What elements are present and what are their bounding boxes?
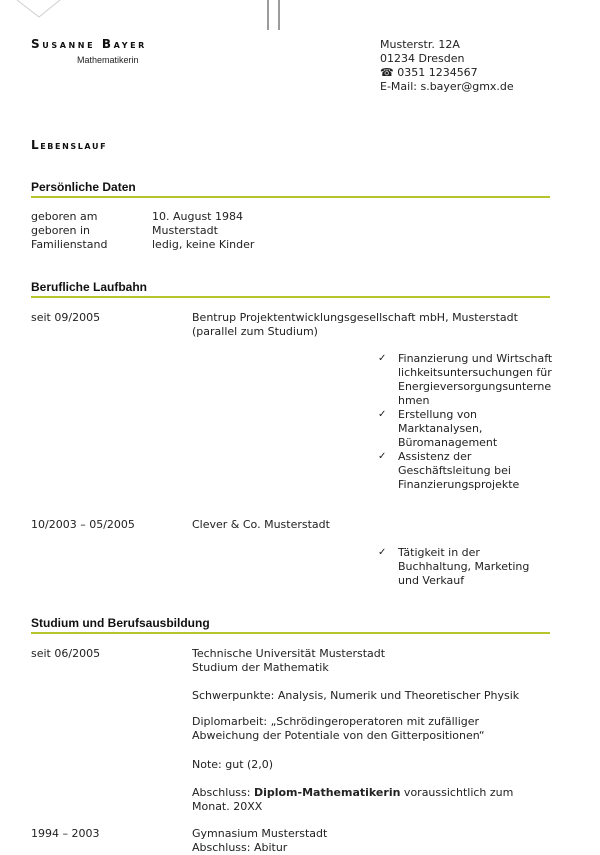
degree-suffix: voraussichtlich zum Monat. 20XX [192, 786, 514, 813]
career-employer: Clever & Co. Musterstadt [192, 518, 330, 531]
list-item [378, 546, 553, 588]
personal-label-birthplace: geboren in [31, 224, 91, 237]
career-employer: Bentrup Projektentwicklungsgesellschaft mbH, Musterstadt [192, 311, 518, 324]
education-program: Studium der Mathematik [192, 661, 329, 674]
personal-value-status: ledig, keine Kinder [152, 238, 255, 251]
career-task-list [378, 352, 553, 492]
check-icon: ✓ [378, 353, 387, 364]
address-street: Musterstr. 12A [380, 38, 460, 51]
applicant-profession: Mathematikerin [77, 55, 139, 65]
education-institution: Technische Universität Musterstadt [192, 647, 386, 660]
career-task: Erstellung von Marktanalysen, Büromanagement [398, 408, 498, 449]
education-degree [192, 786, 537, 814]
list-item [378, 450, 553, 492]
contact-block [380, 38, 514, 94]
check-icon: ✓ [378, 547, 387, 558]
degree-title: Diplom-Mathematikerin [253, 786, 401, 799]
address-city: 01234 Dresden [380, 52, 465, 65]
career-task-list [378, 546, 553, 588]
check-icon: ✓ [378, 409, 387, 420]
career-date: seit 09/2005 [31, 311, 101, 324]
header-decoration [0, 0, 600, 30]
applicant-name: Susanne Bayer [31, 37, 147, 51]
phone-line [380, 66, 514, 80]
career-task: Finanzierung und Wirtschaftlichkeitsuntersuchungen für Energieversorgungsunternehmen [398, 352, 553, 407]
personal-value-birthplace: Musterstadt [152, 224, 218, 237]
phone-number: 0351 1234567 [397, 66, 478, 79]
education-grade: Note: gut (2,0) [192, 758, 274, 771]
list-item [378, 352, 553, 408]
check-icon: ✓ [378, 451, 387, 462]
email-line: E-Mail: s.bayer@gmx.de [380, 80, 514, 93]
personal-label-status: Familienstand [31, 238, 108, 251]
education-institution: Gymnasium Musterstadt [192, 827, 328, 840]
education-thesis: Diplomarbeit: „Schrödingeroperatoren mit zufälliger Abweichung der Potentiale von den Gitterpositionen“ [192, 715, 485, 742]
career-task: Assistenz der Geschäftsleitung bei Finanzierungsprojekte [398, 450, 520, 491]
personal-label-birthdate: geboren am [31, 210, 98, 223]
section-heading-education: Studium und Berufsausbildung [31, 616, 550, 634]
education-date: seit 06/2005 [31, 647, 101, 660]
telephone-icon: ☎ [380, 66, 394, 79]
degree-prefix: Abschluss: [192, 786, 254, 799]
career-date: 10/2003 – 05/2005 [31, 518, 135, 531]
education-degree: Abschluss: Abitur [192, 841, 288, 854]
career-note: (parallel zum Studium) [192, 325, 318, 338]
section-heading-personal: Persönliche Daten [31, 180, 550, 198]
personal-value-birthdate: 10. August 1984 [152, 210, 243, 223]
document-title: Lebenslauf [31, 138, 108, 152]
list-item [378, 408, 553, 450]
career-task: Tätigkeit in der Buchhaltung, Marketing und Verkauf [398, 546, 530, 587]
section-heading-career: Berufliche Laufbahn [31, 280, 550, 298]
education-date: 1994 – 2003 [31, 827, 100, 840]
education-focus: Schwerpunkte: Analysis, Numerik und Theoretischer Physik [192, 689, 520, 702]
